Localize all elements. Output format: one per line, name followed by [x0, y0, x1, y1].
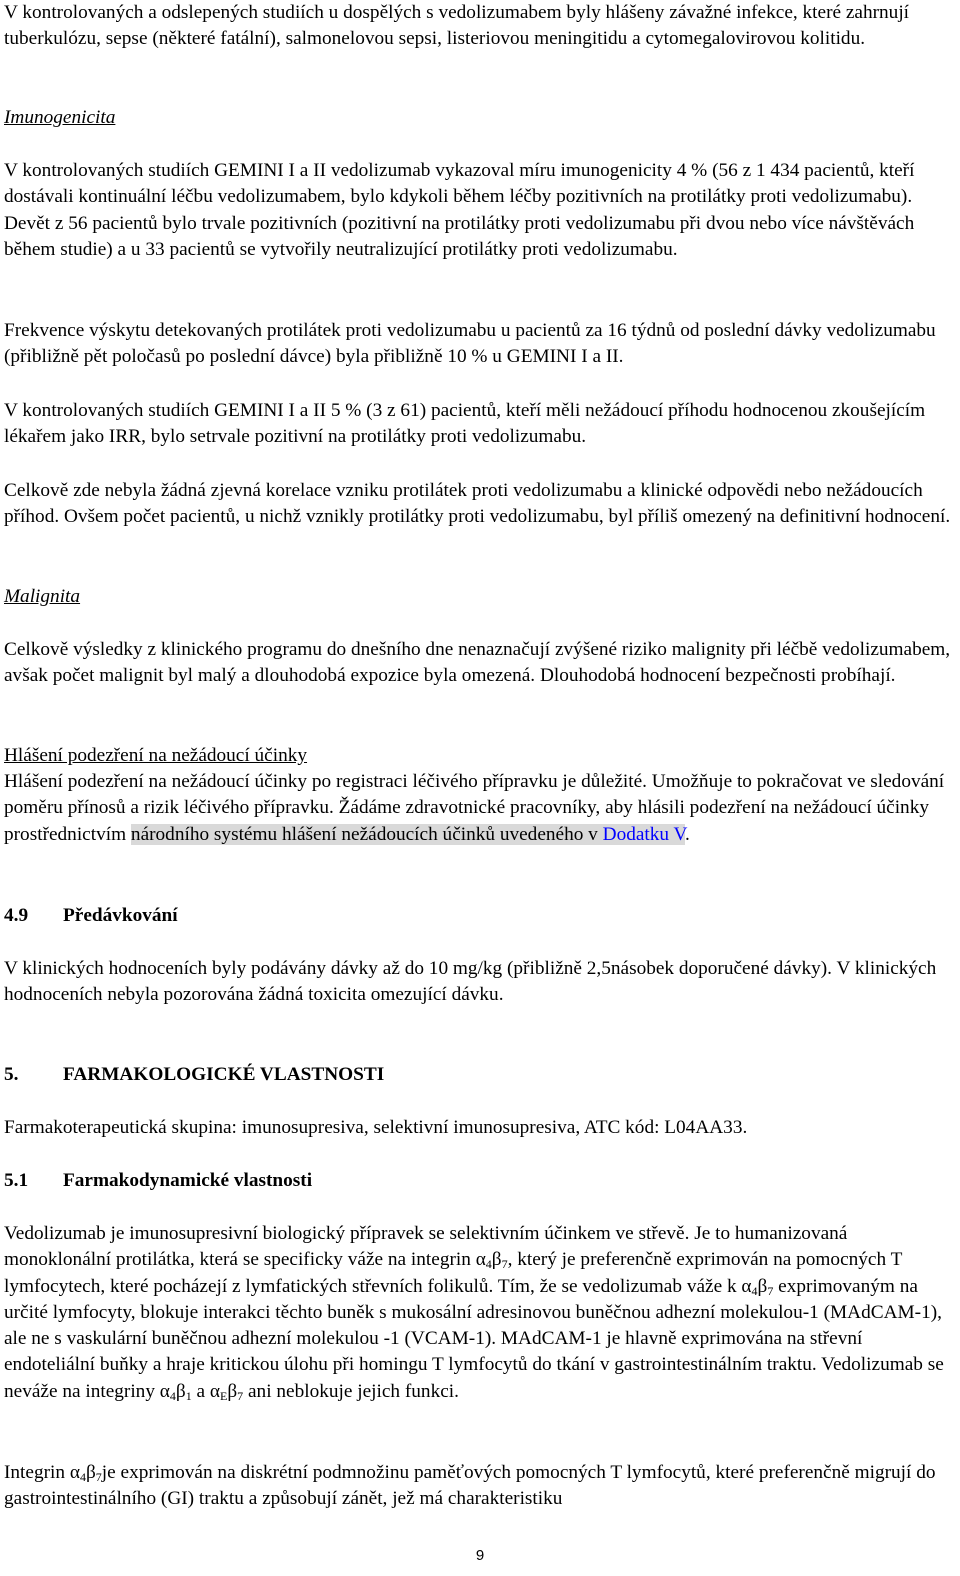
text-run: Vedolizumab je imunosupresivní biologický přípravek se selektivním účinkem ve střevě. Je to humanizovaná monoklonální protilátka, která se specificky váže na integrin α [4, 1223, 848, 1271]
text-run: exprimovaným na určité lymfocyty, blokuje interakci těchto buněk s mukosální adresinovou buněčnou adhezní molekulou-1 (MAdCAM-1), ale ne s vaskulární buněčnou adhezní molekulou -1 (VCAM-1). MAdCAM-1 je hlavně exprimována na střevní endoteliální buňky a hraje kritickou úlohu při homingu T lymfocytů do tkání v gastrointestinálním traktu. Vedolizumab se neváže na integriny α [4, 1275, 944, 1402]
highlighted-reporting-system [131, 824, 685, 845]
text-run: β [175, 1380, 186, 1402]
subscript: 7 [95, 1470, 102, 1484]
section-number: 5. [4, 1064, 19, 1085]
reporting-text: Hlášení podezření na nežádoucí účinky po registraci léčivého přípravku je důležité. Umožňuje to pokračovat ve sledování poměru přínosů a rizik léčivého přípravku. Žádáme zdravotnické pracovníky, aby hlásili podezření na nežádoucí účinky prostřednictvím [4, 771, 945, 845]
text-run: Integrin α [4, 1462, 80, 1483]
page-number: 9 [475, 1547, 485, 1564]
section-title: Předávkování [63, 905, 178, 926]
section-number: 5.1 [4, 1170, 29, 1191]
heading-adverse-reporting: Hlášení podezření na nežádoucí účinky [4, 745, 308, 766]
subscript: 4 [751, 1283, 758, 1298]
text-run: , který je preferenčně exprimován na pomocných T lymfocytech, které pocházejí z lymfatických střevních folikulů. Tím, že se vedolizumab váže k α [4, 1249, 903, 1297]
text-run: β [227, 1380, 238, 1402]
subscript: 7 [237, 1388, 244, 1403]
paragraph-mechanism [4, 1221, 956, 1405]
link-dodatek-v[interactable]: Dodatku V [602, 823, 685, 845]
subscript: E [220, 1388, 228, 1403]
section-heading-5-1 [4, 1168, 956, 1194]
reporting-system-text: národního systému hlášení nežádoucích účinků uvedeného v [130, 823, 603, 845]
paragraph-antibody-frequency: Frekvence výskytu detekovaných protilátek proti vedolizumabu u pacientů za 16 týdnů od poslední dávky vedolizumabu (přibližně pět poločasů po poslední dávce) byla přibližně 10 % u GEMINI I a II. [4, 320, 936, 368]
paragraph-pharmacotherapeutic-group: Farmakoterapeutická skupina: imunosupresiva, selektivní imunosupresiva, ATC kód: L04AA33. [4, 1117, 748, 1138]
section-heading-4-9 [4, 903, 956, 929]
text-run: β [491, 1249, 502, 1271]
paragraph-serious-infections: V kontrolovaných a odslepených studiích u dospělých s vedolizumabem byly hlášeny závažné infekce, které zahrnují tuberkulózu, sepse (některé fatální), salmonelovou sepsi, listeriovou meningitidu a cytomegalovirovou kolitidu. [4, 2, 910, 50]
text-run: ani neblokuje jejich funkci. [243, 1380, 459, 1402]
paragraph-irr-antibodies: V kontrolovaných studiích GEMINI I a II 5 % (3 z 61) pacientů, kteří měli nežádoucí příhodu hodnocenou zkoušejícím lékařem jako IRR, bylo setrvale pozitivní na protilátky proti vedolizumabu. [4, 400, 926, 448]
section-number: 4.9 [4, 905, 29, 926]
paragraph-adverse-reporting [4, 769, 956, 848]
paragraph-integrin [4, 1460, 956, 1513]
subscript: 1 [185, 1388, 192, 1403]
text-run: β [757, 1275, 768, 1297]
paragraph-overdose: V klinických hodnoceních byly podávány dávky až do 10 mg/kg (přibližně 2,5násobek doporučené dávky). V klinických hodnoceních nebyla pozorována žádná toxicita omezující dávku. [4, 958, 937, 1006]
subscript: 7 [767, 1283, 774, 1298]
text-run: β [85, 1462, 96, 1483]
paragraph-correlation: Celkově zde nebyla žádná zjevná korelace vzniku protilátek proti vedolizumabu a klinické odpovědi nebo nežádoucích příhod. Ovšem počet pacientů, u nichž vznikly protilátky proti vedolizumabu, byl příliš omezený na definitivní hodnocení. [4, 480, 951, 528]
paragraph-imunogenicity-rate: V kontrolovaných studiích GEMINI I a II vedolizumab vykazoval míru imunogenicity 4 % (56 z 1 434 pacientů, kteří dostávali kontinuální léčbu vedolizumabem, bylo kdykoli během léčby pozitivních na protilátky proti vedolizumabu). Devět z 56 pacientů bylo trvale pozitivních (pozitivní na protilátky proti vedolizumabu při dvou nebo více návštěvách během studie) a u 33 pacientů se vytvořily neutralizující protilátky proti vedolizumabu. [4, 160, 915, 260]
section-heading-5 [4, 1062, 956, 1088]
subscript: 4 [169, 1388, 176, 1403]
heading-malignita: Malignita [4, 586, 81, 607]
text-run: a α [191, 1380, 221, 1402]
heading-imunogenicita: Imunogenicita [4, 107, 116, 128]
reporting-period: . [684, 823, 690, 845]
section-title: FARMAKOLOGICKÉ VLASTNOSTI [63, 1064, 385, 1085]
subscript: 4 [79, 1470, 86, 1484]
section-title: Farmakodynamické vlastnosti [63, 1170, 313, 1191]
subscript: 7 [501, 1257, 508, 1272]
text-run: je exprimován na diskrétní podmnožinu paměťových pomocných T lymfocytů, které preferenčně migrují do gastrointestinálního (GI) traktu a způsobují zánět, jež má charakteristiku [4, 1462, 936, 1510]
subscript: 4 [485, 1257, 492, 1272]
paragraph-malignancy: Celkově výsledky z klinického programu do dnešního dne nenaznačují zvýšené riziko malignity při léčbě vedolizumabem, avšak počet malignit byl malý a dlouhodobá expozice byla omezená. Dlouhodobá hodnocení bezpečnosti probíhají. [4, 639, 951, 687]
